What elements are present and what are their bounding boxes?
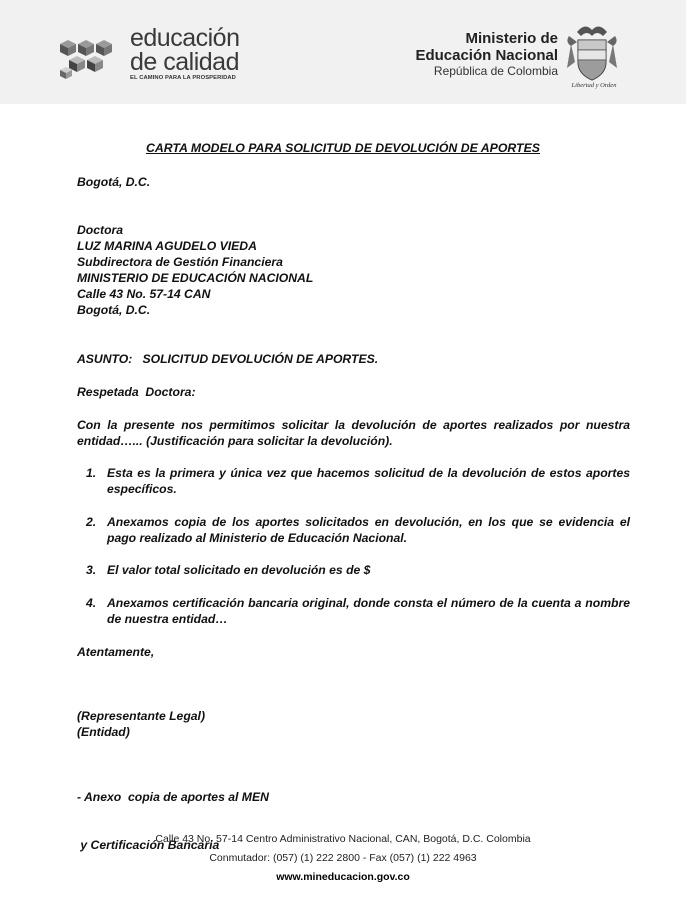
closing: Atentamente, [77,645,155,659]
logo-text-line2: de calidad [130,48,239,76]
logo-text-line1: educación [130,24,240,52]
recipient-name: LUZ MARINA AGUDELO VIEDA [77,239,257,253]
list-item-text: Anexamos copia de los aportes solicitados en devolución, en los que se evidencia el pago realizado al Ministerio de Educación Nacional. [107,515,630,545]
ministerio-logo-text [400,30,558,78]
recipient-institution: MINISTERIO DE EDUCACIÓN NACIONAL [77,271,314,285]
list-item-text: El valor total solicitado en devolución es de $ [107,563,371,577]
recipient-city: Bogotá, D.C. [77,303,151,317]
intro-paragraph: Con la presente nos permitimos solicitar la devolución de aportes realizados por nuestra entidad…... (Justificación para solicitar la devolución). [77,418,630,448]
annex-line1: - Anexo copia de aportes al MEN [77,790,269,804]
list-item-number: 1. [86,466,97,480]
letter-title: CARTA MODELO PARA SOLICITUD DE DEVOLUCIÓN DE APORTES [146,141,540,155]
subject-line: ASUNTO: SOLICITUD DEVOLUCIÓN DE APORTES. [77,352,379,366]
list-item-text: Esta es la primera y única vez que hacemos solicitud de la devolución de estos aportes específicos. [107,466,630,496]
recipient-title: Doctora [77,223,124,237]
annex-line2: y Certificación Bancaria [77,838,220,852]
list-item-number: 2. [86,515,97,529]
list-item-number: 4. [86,596,97,610]
letterhead [0,0,686,104]
list-item-number: 3. [86,563,97,577]
signer-role: (Representante Legal) [77,709,205,723]
educacion-de-calidad-logo [58,26,258,82]
recipient-position: Subdirectora de Gestión Financiera [77,255,283,269]
footer-address: Calle 43 No. 57-14 Centro Administrativo Nacional, CAN, Bogotá, D.C. Colombia [155,833,531,845]
footer-website[interactable]: www.mineducacion.gov.co [276,871,410,883]
recipient-block [77,222,630,318]
signer-entity: (Entidad) [77,725,130,739]
coat-of-arms-motto: Libertad y Orden [571,82,617,89]
city-date: Bogotá, D.C. [77,175,151,189]
ministry-line3: República de Colombia [433,64,558,78]
footer-phones: Conmutador: (057) (1) 222 2800 - Fax (057) (1) 222 4963 [209,852,477,864]
logo-tagline: EL CAMINO PARA LA PROSPERIDAD [130,75,236,81]
signature-block [77,708,630,740]
recipient-address: Calle 43 No. 57-14 CAN [77,287,211,301]
ministry-line1: Ministerio de [465,30,558,47]
ministry-line2: Educación Nacional [415,47,558,64]
list-item-text: Anexamos certificación bancaria original, donde consta el número de la cuenta a nombre de nuestra entidad… [107,596,630,626]
cubes-icon [58,32,122,82]
greeting: Respetada Doctora: [77,385,196,399]
